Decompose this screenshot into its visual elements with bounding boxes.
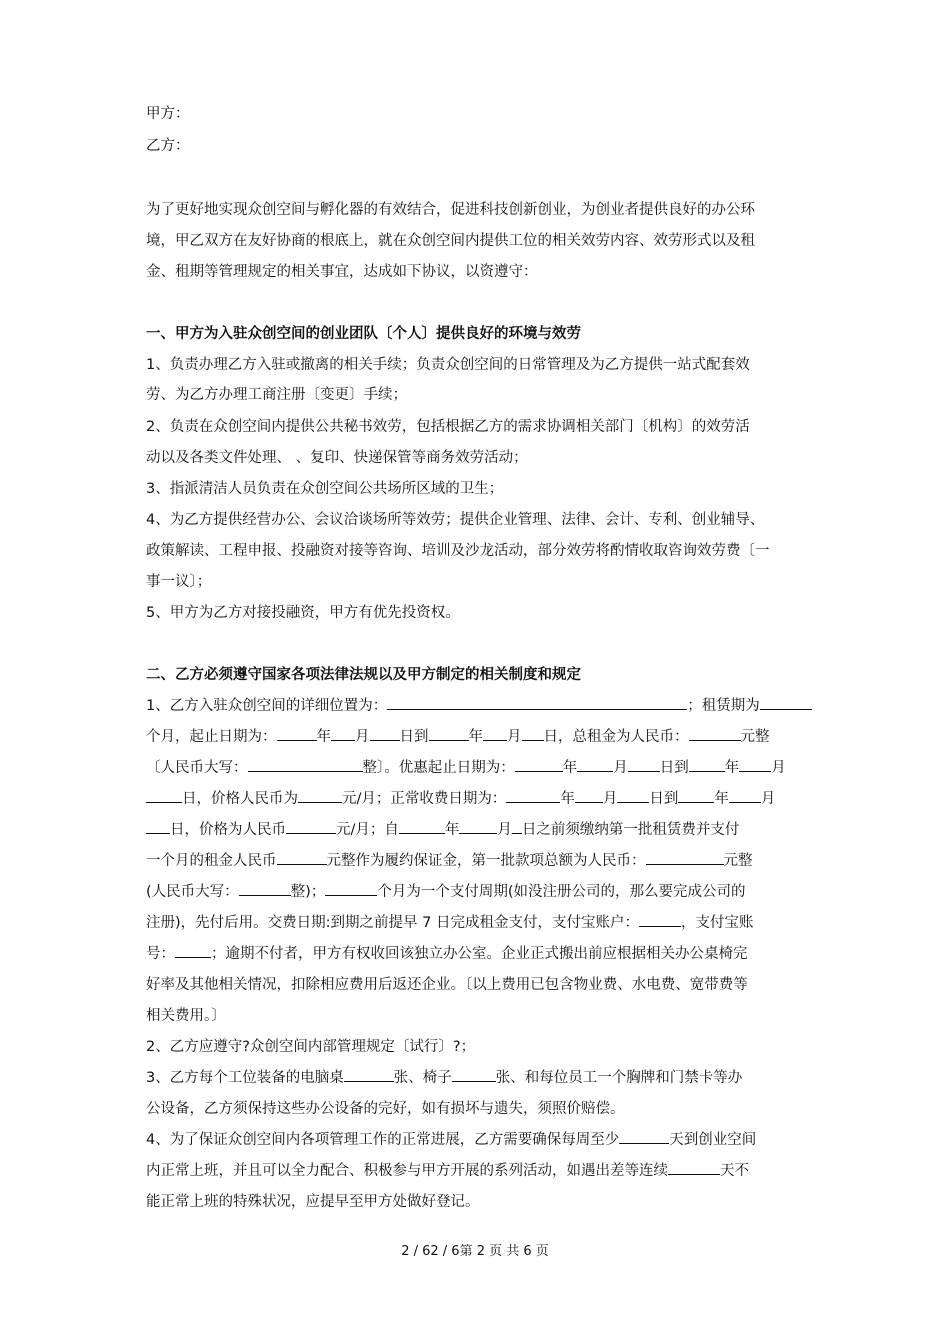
days-per-week-blank[interactable] — [619, 1129, 669, 1144]
text-span: 月 — [602, 791, 618, 807]
text-span: 元/月；自 — [336, 822, 399, 838]
normal-end-month-blank[interactable] — [729, 788, 761, 803]
intro-line: 境，甲乙双方在友好协商的根底上，就在众创空间内提供工位的相关效劳内容、效劳形式以及租 — [146, 233, 755, 249]
text-span: 年 — [560, 791, 575, 807]
section-2-line: 能正常上班的特殊状况，应提早至甲方处做好登记。 — [146, 1194, 480, 1210]
alipay-account-blank[interactable] — [639, 912, 681, 927]
normal-start-day-blank[interactable] — [617, 788, 649, 803]
section-2-line — [146, 725, 770, 746]
deposit-blank[interactable] — [277, 850, 327, 865]
text-span: 1、乙方入驻众创空间的详细位置为： — [146, 698, 388, 714]
normal-start-year-blank[interactable] — [506, 788, 560, 803]
intro-line: 为了更好地实现众创空间与孵化器的有效结合，促进科技创新创业，为创业者提供良好的办公环 — [146, 202, 755, 218]
payment-day-blank[interactable] — [512, 819, 522, 834]
alipay-number-blank[interactable] — [175, 943, 211, 958]
section-2-line — [146, 849, 753, 870]
text-span: 张、椅子 — [393, 1070, 452, 1086]
text-span: 元整作为履约保证金，第一批款项总额为人民币： — [326, 853, 646, 869]
section-1-line: 4、为乙方提供经营办公、会议洽谈场所等效劳；提供企业管理、法律、会计、专利、创业辅导、 — [146, 512, 765, 528]
text-span: 天不 — [720, 1163, 749, 1179]
section-2-line — [146, 880, 746, 901]
text-span: 月 — [355, 729, 370, 745]
text-span: 内正常上班，并且可以全力配合、积极参与甲方开展的系列活动，如遇出差等连续 — [146, 1163, 668, 1179]
end-year-blank[interactable] — [429, 726, 469, 741]
discount-price-blank[interactable] — [298, 788, 342, 803]
normal-end-year-blank[interactable] — [678, 788, 714, 803]
section-2-line — [146, 787, 775, 808]
section-2-line: 公设备，乙方须保持这些办公设备的完好，如有损坏与遗失，须照价赔偿。 — [146, 1101, 625, 1117]
start-month-blank[interactable] — [331, 726, 355, 741]
text-span: 3、乙方每个工位装备的电脑桌 — [146, 1070, 344, 1086]
absence-days-blank[interactable] — [668, 1160, 720, 1175]
text-span: 注册)，先付后用。交费日期:到期之前提早 7 日完成租金支付，支付宝账户： — [146, 915, 639, 931]
text-span: 年 — [562, 760, 578, 776]
text-span: 年 — [316, 729, 331, 745]
section-2-line: 2、乙方应遵守?众创空间内部管理规定〔试行〕?； — [146, 1039, 476, 1055]
text-span: 年 — [724, 760, 740, 776]
payment-cycle-blank[interactable] — [325, 881, 377, 896]
section-1-line: 动以及各类文件处理、 、复印、快递保管等商务效劳活动； — [146, 450, 528, 466]
section-1-line: 劳、为乙方办理工商注册〔变更〕手续； — [146, 387, 407, 403]
section-2-line — [146, 1128, 756, 1149]
text-span: 张、和每位员工一个胸牌和门禁卡等办 — [495, 1070, 743, 1086]
text-span: 个月为一个支付周期(如没注册公司的，那么要完成公司的 — [377, 884, 746, 900]
text-span: 元整 — [740, 729, 770, 745]
section-2-line — [146, 911, 753, 932]
section-2-heading: 二、乙方必须遵守国家各项法律法规以及甲方制定的相关制度和规定 — [146, 667, 581, 683]
text-span: 月 — [497, 822, 512, 838]
start-day-blank[interactable] — [370, 726, 400, 741]
discount-end-year-blank[interactable] — [689, 757, 725, 772]
section-1-line: 3、指派清洁人员负责在众创空间公共场所区域的卫生； — [146, 481, 504, 497]
text-span: (人民币大写： — [146, 884, 239, 900]
party-b-label: 乙方： — [146, 138, 190, 154]
discount-start-month-blank[interactable] — [577, 757, 613, 772]
normal-start-month-blank[interactable] — [575, 788, 603, 803]
rent-uppercase-blank[interactable] — [248, 757, 363, 772]
text-span: 月 — [507, 729, 522, 745]
party-a-label: 甲方： — [146, 106, 190, 122]
first-payment-blank[interactable] — [646, 850, 724, 865]
section-1-line: 2、负责在众创空间内提供公共秘书效劳，包括根据乙方的需求协调相关部门〔机构〕的效劳活 — [146, 419, 750, 435]
section-2-line: 相关费用。〕 — [146, 1008, 226, 1024]
normal-end-day-blank[interactable] — [146, 819, 170, 834]
discount-start-year-blank[interactable] — [515, 757, 563, 772]
section-2-line: 好率及其他相关情况，扣除相应费用后返还企业。〔以上费用已包含物业费、水电费、宽带费等 — [146, 977, 748, 993]
text-span: 日到 — [659, 760, 689, 776]
section-1-line: 政策解读、工程申报、投融资对接等咨询、培训及沙龙活动，部分效劳将酌情收取咨询效劳费〔一 — [146, 543, 770, 559]
text-span: 年 — [714, 791, 729, 807]
text-span: 日到 — [649, 791, 679, 807]
desk-count-blank[interactable] — [344, 1067, 394, 1082]
section-2-line — [146, 1066, 742, 1087]
total-rent-blank[interactable] — [689, 726, 741, 741]
end-month-blank[interactable] — [483, 726, 507, 741]
text-span: 年 — [468, 729, 483, 745]
section-1-line: 事一议〕； — [146, 574, 212, 590]
start-year-blank[interactable] — [277, 726, 317, 741]
text-span: 月 — [613, 760, 628, 776]
section-2-line — [146, 694, 812, 715]
text-span: 日，总租金为人民币： — [543, 729, 689, 745]
payment-uppercase-blank[interactable] — [239, 881, 291, 896]
text-span: ，支付宝账 — [680, 915, 754, 931]
discount-end-month-blank[interactable] — [739, 757, 771, 772]
lease-term-blank[interactable] — [760, 695, 812, 710]
section-1-line: 5、甲方为乙方对接投融资，甲方有优先投资权。 — [146, 605, 460, 621]
text-span: 年 — [444, 822, 460, 838]
text-span: 4、为了保证众创空间内各项管理工作的正常进展，乙方需要确保每周至少 — [146, 1132, 620, 1148]
payment-month-blank[interactable] — [459, 819, 497, 834]
section-2-line — [146, 818, 739, 839]
location-blank[interactable] — [387, 695, 687, 710]
text-span: 号： — [146, 946, 175, 962]
payment-year-blank[interactable] — [399, 819, 445, 834]
section-1-heading: 一、甲方为入驻众创空间的创业团队〔个人〕提供良好的环境与效劳 — [146, 326, 581, 342]
text-span: 元整 — [723, 853, 753, 869]
section-2-line — [146, 942, 748, 963]
text-span: 整〕。优惠起止日期为： — [362, 760, 515, 776]
text-span: ；逾期不付者，甲方有权收回该独立办公室。企业正式搬出前应根据相关办公桌椅完 — [211, 946, 748, 962]
intro-line: 金、租期等管理规定的相关事宜，达成如下协议，以资遵守： — [146, 264, 538, 280]
section-2-line — [146, 1159, 749, 1180]
text-span: 元/月；正常收费日期为： — [342, 791, 507, 807]
text-span: 日，价格为人民币 — [170, 822, 286, 838]
text-span: 整)； — [290, 884, 326, 900]
text-span: 个月，起止日期为： — [146, 729, 277, 745]
text-span: 一个月的租金人民币 — [146, 853, 277, 869]
end-day-blank[interactable] — [522, 726, 544, 741]
discount-end-day-blank[interactable] — [146, 788, 182, 803]
normal-price-blank[interactable] — [286, 819, 336, 834]
text-span: 天到创业空间 — [669, 1132, 757, 1148]
text-span: 月 — [760, 791, 776, 807]
section-2-line — [146, 756, 786, 777]
text-span: 日到 — [399, 729, 429, 745]
section-1-line: 1、负责办理乙方入驻或撤离的相关手续；负责众创空间的日常管理及为乙方提供一站式配套效 — [146, 357, 750, 373]
page-footer: 2 / 62 / 6第 2 页 共 6 页 — [401, 1244, 549, 1259]
text-span: ；租赁期为 — [687, 698, 760, 714]
text-span: 日，价格人民币为 — [182, 791, 298, 807]
chair-count-blank[interactable] — [452, 1067, 496, 1082]
text-span: 日之前须缴纳第一批租赁费并支付 — [521, 822, 740, 838]
text-span: 月 — [771, 760, 786, 776]
discount-start-day-blank[interactable] — [628, 757, 660, 772]
text-span: 〔人民币大写： — [146, 760, 248, 776]
